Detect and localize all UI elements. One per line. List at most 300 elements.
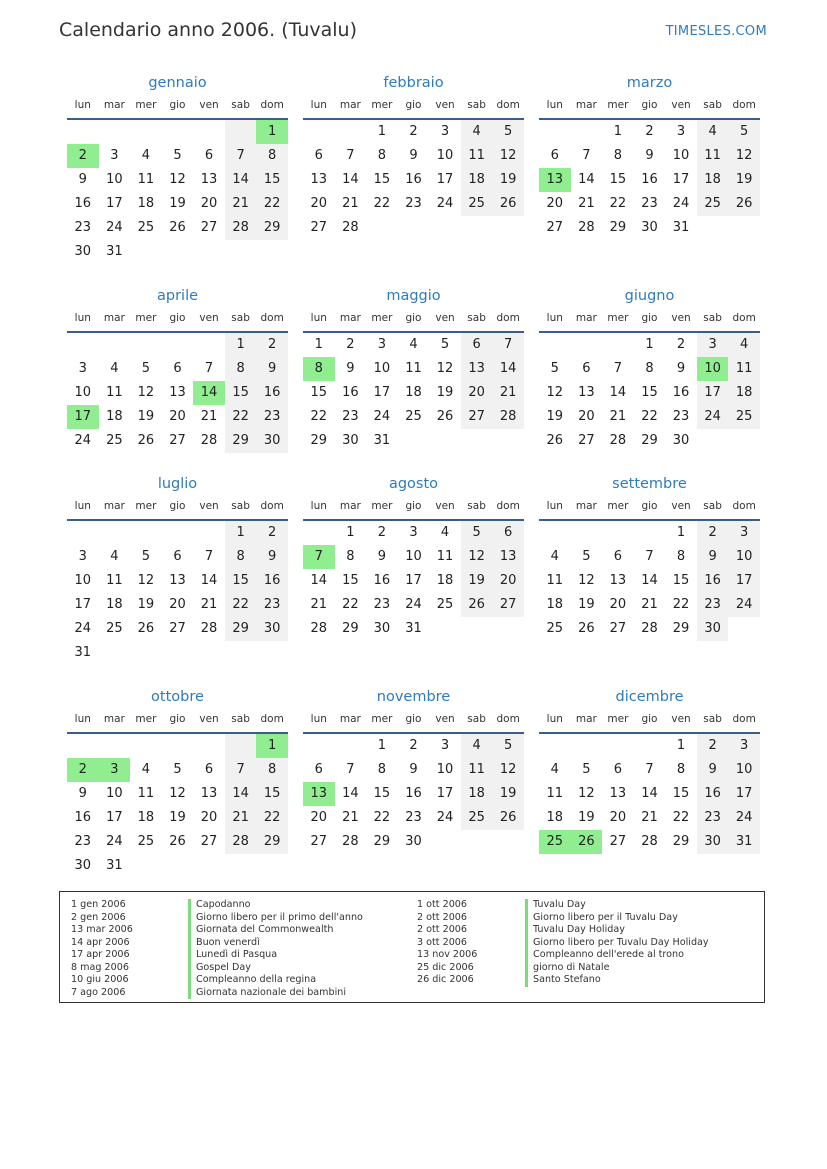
day-cell[interactable]: 21 <box>225 192 257 216</box>
day-cell[interactable]: 29 <box>225 617 257 641</box>
day-cell[interactable]: 14 <box>310 573 328 588</box>
day-cell[interactable]: 21 <box>200 597 218 612</box>
day-cell[interactable]: 30 <box>697 830 729 854</box>
day-cell[interactable]: 6 <box>550 148 559 163</box>
day-cell[interactable]: 12 <box>137 573 155 588</box>
day-cell[interactable]: 8 <box>225 357 257 381</box>
day-cell[interactable]: 22 <box>225 593 257 617</box>
day-cell[interactable]: 22 <box>672 597 690 612</box>
day-cell[interactable]: 11 <box>106 385 123 400</box>
day-cell[interactable]: 20 <box>546 196 564 211</box>
day-cell[interactable]: 18 <box>546 597 564 612</box>
day-cell[interactable]: 18 <box>436 573 454 588</box>
day-cell[interactable]: 30 <box>672 433 690 448</box>
day-cell[interactable]: 30 <box>342 433 359 448</box>
day-cell[interactable]: 18 <box>728 381 760 405</box>
day-cell[interactable]: 11 <box>461 758 493 782</box>
day-cell[interactable]: 2 <box>67 144 99 168</box>
day-cell[interactable]: 5 <box>440 337 450 352</box>
day-cell[interactable]: 20 <box>578 409 595 424</box>
day-cell[interactable]: 29 <box>641 433 658 448</box>
day-cell[interactable]: 20 <box>492 569 524 593</box>
day-cell[interactable]: 18 <box>461 168 493 192</box>
day-cell[interactable]: 30 <box>405 834 422 849</box>
day-cell[interactable]: 4 <box>697 120 729 144</box>
day-cell[interactable]: 27 <box>310 220 328 235</box>
day-cell[interactable]: 13 <box>169 573 186 588</box>
day-cell[interactable]: 13 <box>200 786 218 801</box>
day-cell[interactable]: 31 <box>373 433 391 448</box>
day-cell[interactable]: 13 <box>303 782 335 806</box>
day-cell[interactable]: 27 <box>200 220 218 235</box>
day-cell[interactable]: 17 <box>106 196 123 211</box>
day-cell[interactable]: 11 <box>106 573 123 588</box>
day-cell[interactable]: 21 <box>641 810 658 825</box>
day-cell[interactable]: 15 <box>672 573 690 588</box>
day-cell[interactable]: 23 <box>74 220 92 235</box>
day-cell[interactable]: 25 <box>539 830 571 854</box>
day-cell[interactable]: 16 <box>342 385 359 400</box>
day-cell[interactable]: 5 <box>173 148 182 163</box>
day-cell[interactable]: 9 <box>377 549 387 564</box>
day-cell[interactable]: 29 <box>672 834 690 849</box>
day-cell[interactable]: 9 <box>697 758 729 782</box>
day-cell[interactable]: 15 <box>609 172 627 187</box>
day-cell[interactable]: 11 <box>137 786 155 801</box>
day-cell[interactable]: 10 <box>728 545 760 569</box>
day-cell[interactable]: 3 <box>440 124 450 139</box>
day-cell[interactable]: 1 <box>377 124 387 139</box>
day-cell[interactable]: 29 <box>342 621 359 636</box>
day-cell[interactable]: 15 <box>373 786 391 801</box>
day-cell[interactable]: 10 <box>106 172 123 187</box>
day-cell[interactable]: 12 <box>492 144 524 168</box>
day-cell[interactable]: 27 <box>461 405 493 429</box>
day-cell[interactable]: 8 <box>676 549 686 564</box>
day-cell[interactable]: 24 <box>728 806 760 830</box>
day-cell[interactable]: 1 <box>225 521 257 545</box>
day-cell[interactable]: 16 <box>256 381 288 405</box>
day-cell[interactable]: 19 <box>578 810 595 825</box>
day-cell[interactable]: 3 <box>409 525 418 540</box>
day-cell[interactable]: 2 <box>409 738 418 753</box>
day-cell[interactable]: 8 <box>303 357 335 381</box>
day-cell[interactable]: 15 <box>225 381 257 405</box>
day-cell[interactable]: 27 <box>546 220 564 235</box>
day-cell[interactable]: 16 <box>697 569 729 593</box>
day-cell[interactable]: 29 <box>609 220 627 235</box>
day-cell[interactable]: 28 <box>609 433 627 448</box>
day-cell[interactable]: 26 <box>169 220 186 235</box>
day-cell[interactable]: 7 <box>645 549 654 564</box>
day-cell[interactable]: 4 <box>440 525 450 540</box>
day-cell[interactable]: 15 <box>310 385 328 400</box>
day-cell[interactable]: 26 <box>169 834 186 849</box>
day-cell[interactable]: 19 <box>492 168 524 192</box>
day-cell[interactable]: 15 <box>342 573 359 588</box>
day-cell[interactable]: 24 <box>373 409 391 424</box>
day-cell[interactable]: 14 <box>342 786 359 801</box>
day-cell[interactable]: 5 <box>582 549 591 564</box>
day-cell[interactable]: 21 <box>492 381 524 405</box>
day-cell[interactable]: 12 <box>728 144 760 168</box>
day-cell[interactable]: 22 <box>373 810 391 825</box>
day-cell[interactable]: 29 <box>310 433 328 448</box>
day-cell[interactable]: 30 <box>641 220 658 235</box>
day-cell[interactable]: 20 <box>169 597 186 612</box>
day-cell[interactable]: 23 <box>405 810 422 825</box>
day-cell[interactable]: 27 <box>169 621 186 636</box>
brand-link[interactable]: TIMESLES.COM <box>665 24 767 39</box>
day-cell[interactable]: 19 <box>137 597 155 612</box>
day-cell[interactable]: 23 <box>641 196 658 211</box>
day-cell[interactable]: 19 <box>436 385 454 400</box>
day-cell[interactable]: 18 <box>546 810 564 825</box>
day-cell[interactable]: 12 <box>546 385 564 400</box>
day-cell[interactable]: 27 <box>578 433 595 448</box>
day-cell[interactable]: 20 <box>461 381 493 405</box>
day-cell[interactable]: 24 <box>106 834 123 849</box>
day-cell[interactable]: 18 <box>461 782 493 806</box>
day-cell[interactable]: 11 <box>728 357 760 381</box>
day-cell[interactable]: 6 <box>461 333 493 357</box>
day-cell[interactable]: 22 <box>225 405 257 429</box>
day-cell[interactable]: 29 <box>373 834 391 849</box>
day-cell[interactable]: 25 <box>697 192 729 216</box>
day-cell[interactable]: 12 <box>137 385 155 400</box>
day-cell[interactable]: 25 <box>546 621 564 636</box>
day-cell[interactable]: 25 <box>137 834 155 849</box>
day-cell[interactable]: 7 <box>645 762 654 777</box>
day-cell[interactable]: 19 <box>492 782 524 806</box>
day-cell[interactable]: 21 <box>641 597 658 612</box>
day-cell[interactable]: 31 <box>106 244 123 259</box>
day-cell[interactable]: 29 <box>225 429 257 453</box>
day-cell[interactable]: 19 <box>169 810 186 825</box>
day-cell[interactable]: 16 <box>405 172 422 187</box>
day-cell[interactable]: 24 <box>436 810 454 825</box>
day-cell[interactable]: 22 <box>256 806 288 830</box>
day-cell[interactable]: 6 <box>314 762 323 777</box>
day-cell[interactable]: 11 <box>546 573 564 588</box>
day-cell[interactable]: 5 <box>582 762 591 777</box>
day-cell[interactable]: 8 <box>613 148 623 163</box>
day-cell[interactable]: 14 <box>193 381 225 405</box>
day-cell[interactable]: 10 <box>74 385 92 400</box>
day-cell[interactable]: 6 <box>173 361 182 376</box>
day-cell[interactable]: 6 <box>204 762 214 777</box>
day-cell[interactable]: 21 <box>225 806 257 830</box>
day-cell[interactable]: 20 <box>310 196 328 211</box>
day-cell[interactable]: 7 <box>225 144 257 168</box>
day-cell[interactable]: 30 <box>74 858 92 873</box>
day-cell[interactable]: 15 <box>672 786 690 801</box>
day-cell[interactable]: 26 <box>137 621 155 636</box>
day-cell[interactable]: 17 <box>74 597 92 612</box>
day-cell[interactable]: 8 <box>377 762 387 777</box>
day-cell[interactable]: 18 <box>106 409 123 424</box>
day-cell[interactable]: 18 <box>137 810 155 825</box>
day-cell[interactable]: 27 <box>492 593 524 617</box>
day-cell[interactable]: 14 <box>225 782 257 806</box>
day-cell[interactable]: 10 <box>74 573 92 588</box>
day-cell[interactable]: 12 <box>492 758 524 782</box>
day-cell[interactable]: 7 <box>492 333 524 357</box>
day-cell[interactable]: 2 <box>697 734 729 758</box>
day-cell[interactable]: 29 <box>256 216 288 240</box>
day-cell[interactable]: 25 <box>106 433 123 448</box>
day-cell[interactable]: 7 <box>613 361 623 376</box>
day-cell[interactable]: 28 <box>492 405 524 429</box>
day-cell[interactable]: 13 <box>578 385 595 400</box>
day-cell[interactable]: 11 <box>697 144 729 168</box>
day-cell[interactable]: 25 <box>405 409 422 424</box>
day-cell[interactable]: 23 <box>373 597 391 612</box>
day-cell[interactable]: 27 <box>200 834 218 849</box>
day-cell[interactable]: 28 <box>225 216 257 240</box>
day-cell[interactable]: 11 <box>546 786 564 801</box>
day-cell[interactable]: 18 <box>106 597 123 612</box>
day-cell[interactable]: 14 <box>578 172 595 187</box>
day-cell[interactable]: 14 <box>641 786 658 801</box>
day-cell[interactable]: 11 <box>436 549 454 564</box>
day-cell[interactable]: 29 <box>672 621 690 636</box>
day-cell[interactable]: 30 <box>74 244 92 259</box>
day-cell[interactable]: 12 <box>461 545 493 569</box>
day-cell[interactable]: 26 <box>436 409 454 424</box>
day-cell[interactable]: 30 <box>373 621 391 636</box>
day-cell[interactable]: 25 <box>436 597 454 612</box>
day-cell[interactable]: 23 <box>697 806 729 830</box>
day-cell[interactable]: 6 <box>314 148 323 163</box>
day-cell[interactable]: 14 <box>609 385 627 400</box>
day-cell[interactable]: 17 <box>728 782 760 806</box>
day-cell[interactable]: 16 <box>697 782 729 806</box>
day-cell[interactable]: 21 <box>342 196 359 211</box>
day-cell[interactable]: 20 <box>310 810 328 825</box>
day-cell[interactable]: 22 <box>609 196 627 211</box>
day-cell[interactable]: 10 <box>436 762 454 777</box>
day-cell[interactable]: 19 <box>461 569 493 593</box>
day-cell[interactable]: 9 <box>409 148 418 163</box>
day-cell[interactable]: 6 <box>613 549 623 564</box>
day-cell[interactable]: 20 <box>200 810 218 825</box>
day-cell[interactable]: 5 <box>492 120 524 144</box>
day-cell[interactable]: 3 <box>78 361 87 376</box>
day-cell[interactable]: 15 <box>373 172 391 187</box>
day-cell[interactable]: 8 <box>256 758 288 782</box>
day-cell[interactable]: 9 <box>256 357 288 381</box>
day-cell[interactable]: 6 <box>613 762 623 777</box>
day-cell[interactable]: 8 <box>256 144 288 168</box>
day-cell[interactable]: 3 <box>78 549 87 564</box>
day-cell[interactable]: 25 <box>461 806 493 830</box>
day-cell[interactable]: 1 <box>676 525 686 540</box>
day-cell[interactable]: 13 <box>609 573 627 588</box>
day-cell[interactable]: 20 <box>609 597 627 612</box>
day-cell[interactable]: 10 <box>672 148 690 163</box>
day-cell[interactable]: 28 <box>200 433 218 448</box>
day-cell[interactable]: 1 <box>314 337 323 352</box>
day-cell[interactable]: 3 <box>440 738 450 753</box>
day-cell[interactable]: 8 <box>645 361 654 376</box>
day-cell[interactable]: 11 <box>405 361 422 376</box>
day-cell[interactable]: 24 <box>74 433 92 448</box>
day-cell[interactable]: 2 <box>697 521 729 545</box>
day-cell[interactable]: 22 <box>373 196 391 211</box>
day-cell[interactable]: 5 <box>461 521 493 545</box>
day-cell[interactable]: 26 <box>571 830 603 854</box>
day-cell[interactable]: 20 <box>169 409 186 424</box>
day-cell[interactable]: 29 <box>256 830 288 854</box>
day-cell[interactable]: 17 <box>67 405 99 429</box>
day-cell[interactable]: 3 <box>110 148 119 163</box>
day-cell[interactable]: 30 <box>256 429 288 453</box>
day-cell[interactable]: 13 <box>539 168 571 192</box>
day-cell[interactable]: 18 <box>137 196 155 211</box>
day-cell[interactable]: 31 <box>728 830 760 854</box>
day-cell[interactable]: 22 <box>256 192 288 216</box>
day-cell[interactable]: 23 <box>405 196 422 211</box>
day-cell[interactable]: 4 <box>141 762 151 777</box>
day-cell[interactable]: 8 <box>225 545 257 569</box>
day-cell[interactable]: 31 <box>405 621 422 636</box>
day-cell[interactable]: 16 <box>74 810 92 825</box>
day-cell[interactable]: 3 <box>99 758 131 782</box>
day-cell[interactable]: 5 <box>141 361 151 376</box>
day-cell[interactable]: 18 <box>405 385 422 400</box>
day-cell[interactable]: 10 <box>405 549 422 564</box>
day-cell[interactable]: 13 <box>492 545 524 569</box>
day-cell[interactable]: 2 <box>409 124 418 139</box>
day-cell[interactable]: 4 <box>141 148 151 163</box>
day-cell[interactable]: 26 <box>492 192 524 216</box>
day-cell[interactable]: 25 <box>728 405 760 429</box>
day-cell[interactable]: 20 <box>200 196 218 211</box>
day-cell[interactable]: 26 <box>546 433 564 448</box>
day-cell[interactable]: 21 <box>578 196 595 211</box>
day-cell[interactable]: 12 <box>436 361 454 376</box>
day-cell[interactable]: 13 <box>609 786 627 801</box>
day-cell[interactable]: 3 <box>676 124 686 139</box>
day-cell[interactable]: 13 <box>169 385 186 400</box>
day-cell[interactable]: 14 <box>641 573 658 588</box>
day-cell[interactable]: 9 <box>676 361 686 376</box>
day-cell[interactable]: 10 <box>728 758 760 782</box>
day-cell[interactable]: 20 <box>609 810 627 825</box>
day-cell[interactable]: 10 <box>697 357 729 381</box>
day-cell[interactable]: 5 <box>728 120 760 144</box>
day-cell[interactable]: 7 <box>303 545 335 569</box>
day-cell[interactable]: 9 <box>346 361 355 376</box>
day-cell[interactable]: 16 <box>672 385 690 400</box>
day-cell[interactable]: 7 <box>204 361 214 376</box>
day-cell[interactable]: 23 <box>74 834 92 849</box>
day-cell[interactable]: 30 <box>256 617 288 641</box>
day-cell[interactable]: 14 <box>492 357 524 381</box>
day-cell[interactable]: 3 <box>377 337 387 352</box>
day-cell[interactable]: 25 <box>461 192 493 216</box>
day-cell[interactable]: 12 <box>169 172 186 187</box>
day-cell[interactable]: 24 <box>405 597 422 612</box>
day-cell[interactable]: 24 <box>672 196 690 211</box>
day-cell[interactable]: 3 <box>728 734 760 758</box>
day-cell[interactable]: 19 <box>546 409 564 424</box>
day-cell[interactable]: 22 <box>342 597 359 612</box>
day-cell[interactable]: 23 <box>342 409 359 424</box>
day-cell[interactable]: 28 <box>342 834 359 849</box>
day-cell[interactable]: 16 <box>256 569 288 593</box>
day-cell[interactable]: 7 <box>204 549 214 564</box>
day-cell[interactable]: 2 <box>377 525 387 540</box>
day-cell[interactable]: 8 <box>377 148 387 163</box>
day-cell[interactable]: 4 <box>461 120 493 144</box>
day-cell[interactable]: 8 <box>346 549 355 564</box>
day-cell[interactable]: 28 <box>310 621 328 636</box>
day-cell[interactable]: 16 <box>373 573 391 588</box>
day-cell[interactable]: 28 <box>342 220 359 235</box>
day-cell[interactable]: 17 <box>697 381 729 405</box>
day-cell[interactable]: 15 <box>225 569 257 593</box>
day-cell[interactable]: 22 <box>672 810 690 825</box>
day-cell[interactable]: 14 <box>342 172 359 187</box>
day-cell[interactable]: 4 <box>728 333 760 357</box>
day-cell[interactable]: 18 <box>697 168 729 192</box>
day-cell[interactable]: 9 <box>256 545 288 569</box>
day-cell[interactable]: 15 <box>256 782 288 806</box>
day-cell[interactable]: 11 <box>461 144 493 168</box>
day-cell[interactable]: 4 <box>550 762 559 777</box>
day-cell[interactable]: 16 <box>405 786 422 801</box>
day-cell[interactable]: 21 <box>342 810 359 825</box>
day-cell[interactable]: 4 <box>110 549 119 564</box>
day-cell[interactable]: 23 <box>256 593 288 617</box>
day-cell[interactable]: 5 <box>550 361 559 376</box>
day-cell[interactable]: 13 <box>200 172 218 187</box>
day-cell[interactable]: 16 <box>74 196 92 211</box>
day-cell[interactable]: 4 <box>461 734 493 758</box>
day-cell[interactable]: 1 <box>256 120 288 144</box>
day-cell[interactable]: 17 <box>436 786 454 801</box>
day-cell[interactable]: 25 <box>106 621 123 636</box>
day-cell[interactable]: 25 <box>137 220 155 235</box>
day-cell[interactable]: 10 <box>436 148 454 163</box>
day-cell[interactable]: 5 <box>141 549 151 564</box>
day-cell[interactable]: 22 <box>641 409 658 424</box>
day-cell[interactable]: 30 <box>697 617 729 641</box>
day-cell[interactable]: 24 <box>728 593 760 617</box>
day-cell[interactable]: 28 <box>578 220 595 235</box>
day-cell[interactable]: 23 <box>697 593 729 617</box>
day-cell[interactable]: 28 <box>641 834 658 849</box>
day-cell[interactable]: 13 <box>310 172 328 187</box>
day-cell[interactable]: 16 <box>641 172 658 187</box>
day-cell[interactable]: 14 <box>200 573 218 588</box>
day-cell[interactable]: 7 <box>346 762 355 777</box>
day-cell[interactable]: 21 <box>609 409 627 424</box>
day-cell[interactable]: 2 <box>645 124 654 139</box>
day-cell[interactable]: 6 <box>204 148 214 163</box>
day-cell[interactable]: 4 <box>110 361 119 376</box>
day-cell[interactable]: 31 <box>106 858 123 873</box>
day-cell[interactable]: 7 <box>225 758 257 782</box>
day-cell[interactable]: 9 <box>409 762 418 777</box>
day-cell[interactable]: 2 <box>67 758 99 782</box>
day-cell[interactable]: 26 <box>461 593 493 617</box>
day-cell[interactable]: 10 <box>373 361 391 376</box>
day-cell[interactable]: 31 <box>672 220 690 235</box>
day-cell[interactable]: 24 <box>106 220 123 235</box>
